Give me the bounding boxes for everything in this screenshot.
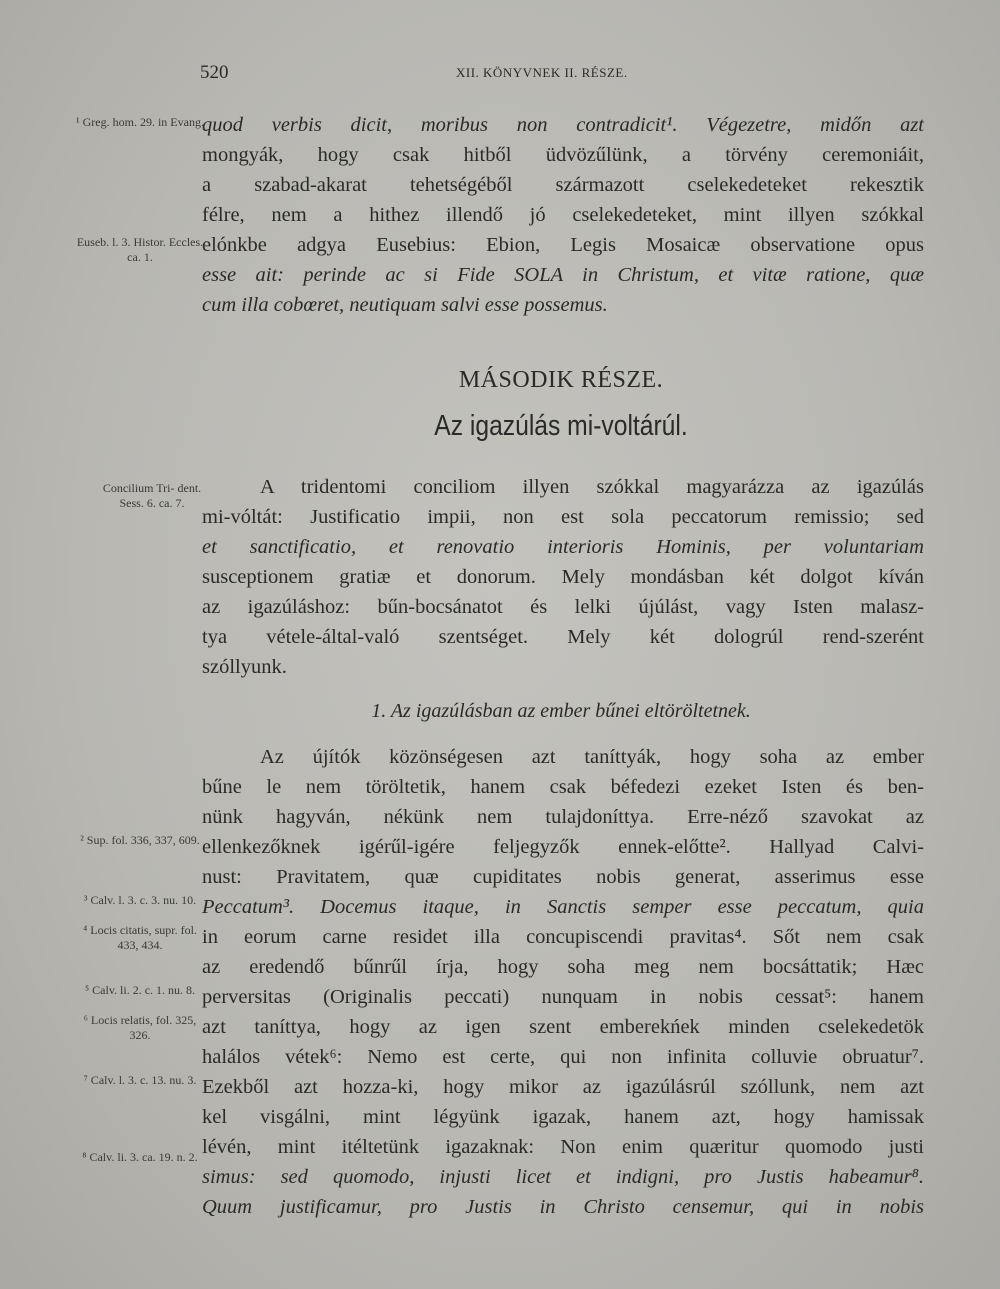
text-line: tya vétele-által-való szentséget. Mely két dologrúl rend-szerént	[202, 626, 924, 648]
text-line: az eredendő bűnrűl írja, hogy soha meg nem bocsáttatik; Hæc	[202, 956, 924, 978]
margin-note: ³ Calv. l. 3. c. 3. nu. 10.	[83, 893, 197, 907]
section-heading: 1. Az igazúlásban az ember bűnei eltöröltetnek.	[371, 700, 751, 722]
text-line: lévén, mint itéltetünk igazaknak: Non enim quæritur quomodo justi	[202, 1136, 924, 1158]
text-line: Az újítók közönségesen azt taníttyák, hogy soha az ember	[260, 746, 924, 768]
text-line: nünk hagyván, nékünk nem tulajdoníttya. Erre-néző szavokat az	[202, 806, 924, 828]
margin-note: ⁶ Locis relatis, fol. 325, 326.	[83, 1013, 197, 1042]
text-line: azt taníttya, hogy az igen szent emberekńek minden cselekedetök	[202, 1016, 924, 1038]
paragraph-2	[202, 472, 924, 682]
running-head: XII. KÖNYVNEK II. RÉSZE.	[456, 65, 628, 80]
text-line: in eorum carne residet illa concupiscendi pravitas⁴. Sőt nem csak	[202, 926, 924, 948]
text-line: kel visgálni, mint légyünk igazak, hanem azt, hogy hamissak	[202, 1106, 924, 1128]
margin-note: ² Sup. fol. 336, 337, 609.	[80, 833, 200, 847]
text-line: et sanctificatio, et renovatio interioris Hominis, per voluntariam	[202, 536, 924, 558]
page-number: 520	[200, 62, 229, 83]
text-line: bűne le nem töröltetik, hanem csak béfedezi ezeket Isten és ben-	[202, 776, 924, 798]
margin-note: ⁴ Locis citatis, supr. fol. 433, 434.	[83, 923, 197, 952]
text-line: elónkbe adgya Eusebius: Ebion, Legis Mosaicæ observatione opus	[202, 234, 924, 256]
text-line: félre, nem a hithez illendő jó cselekedeteket, mint illyen szókkal	[202, 204, 924, 226]
chapter-title: Az igazúlás mi-voltárúl.	[434, 410, 688, 442]
text-line: mi-vóltát: Justificatio impii, non est sola peccatorum remissio; sed	[202, 506, 924, 528]
margin-note: Euseb. l. 3. Histor. Eccles. ca. 1.	[76, 235, 204, 264]
margin-note: ⁵ Calv. li. 2. c. 1. nu. 8.	[84, 983, 196, 997]
text-line: simus: sed quomodo, injusti licet et indigni, pro Justis habeamur⁸.	[202, 1166, 924, 1188]
text-line: cum illa cobœret, neutiquam salvi esse possemus.	[202, 294, 608, 316]
text-line: esse ait: perinde ac si Fide SOLA in Christum, et vitæ ratione, quæ	[202, 264, 924, 286]
part-heading: MÁSODIK RÉSZE.	[458, 367, 664, 393]
margin-note: Concilium Tri- dent. Sess. 6. ca. 7.	[102, 481, 202, 510]
text-line: halálos vétek⁶: Nemo est certe, qui non infinita colluvie obruatur⁷.	[202, 1046, 924, 1068]
text-line: Quum justificamur, pro Justis in Christo censemur, qui in nobis	[202, 1196, 924, 1218]
text-line: A tridentomi conciliom illyen szókkal magyarázza az igazúlás	[260, 476, 924, 498]
text-line: perversitas (Originalis peccati) nunquam in nobis cessat⁵: hanem	[202, 986, 924, 1008]
page-header	[200, 62, 920, 92]
text-line: az igazúláshoz: bűn-bocsánatot és lelki újúlást, vagy Isten malasz-	[202, 596, 924, 618]
text-line: Ezekből azt hozza-ki, hogy mikor az igazúlásrúl szóllunk, nem azt	[202, 1076, 924, 1098]
paragraph-3	[202, 742, 924, 1222]
margin-note: ⁷ Calv. l. 3. c. 13. nu. 3.	[83, 1073, 197, 1087]
text-line: nust: Pravitatem, quæ cupiditates nobis generat, asserimus esse	[202, 866, 924, 888]
margin-note: ¹ Greg. hom. 29. in Evang.	[76, 115, 204, 129]
text-line: szóllyunk.	[202, 656, 287, 678]
paragraph-1	[202, 110, 924, 320]
text-line: mongyák, hogy csak hitből üdvözűlünk, a törvény ceremoniáit,	[202, 144, 924, 166]
text-line: susceptionem gratiæ et donorum. Mely mondásban két dolgot kíván	[202, 566, 924, 588]
text-line: quod verbis dicit, moribus non contradicit¹. Végezetre, midőn azt	[202, 114, 924, 136]
text-line: a szabad-akarat tehetségéből származott cselekedeteket rekesztik	[202, 174, 924, 196]
margin-note: ⁸ Calv. li. 3. ca. 19. n. 2.	[82, 1150, 198, 1164]
text-line: Peccatum³. Docemus itaque, in Sanctis semper esse peccatum, quia	[202, 896, 924, 918]
text-line: ellenkezőknek igérűl-igére feljegyzők ennek-előtte². Hallyad Calvi-	[202, 836, 924, 858]
